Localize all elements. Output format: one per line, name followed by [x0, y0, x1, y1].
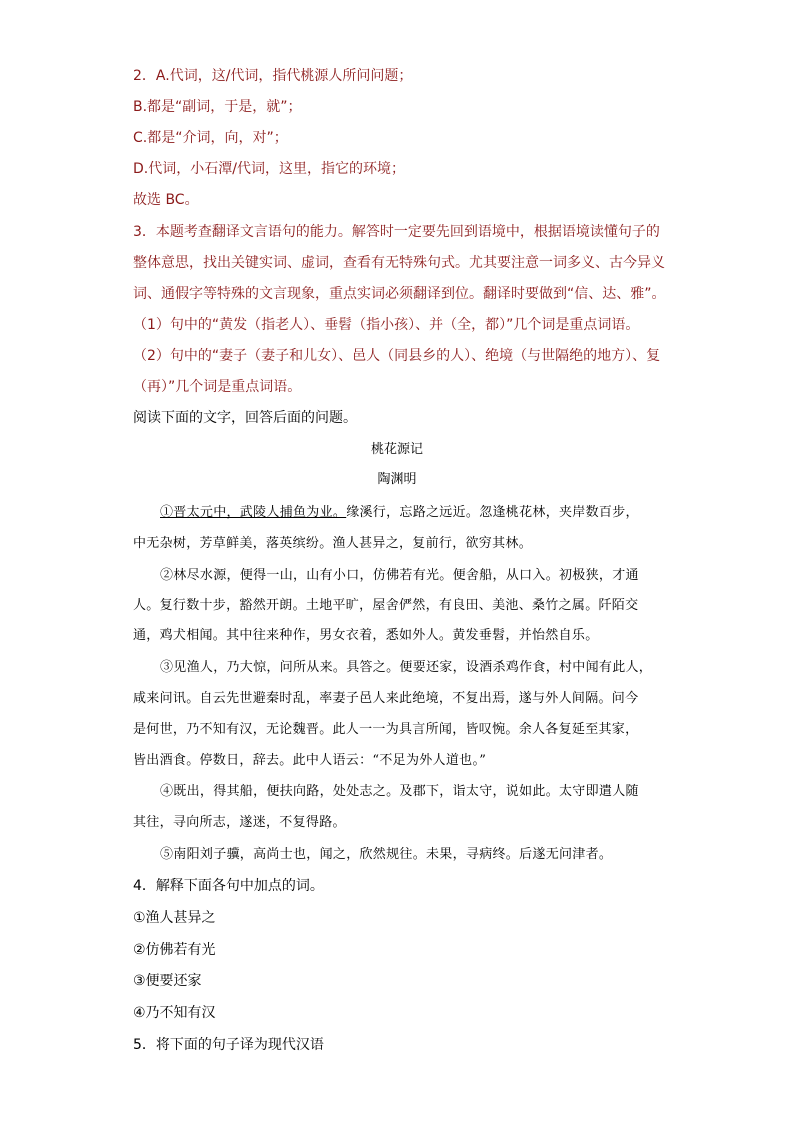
- paragraph-3-line2: 咸来问讯。自云先世避秦时乱，率妻子邑人来此绝境，不复出焉，遂与外人间隔。问今: [133, 691, 639, 706]
- answer-3-sub2-line1: （2）句中的“妻子（妻子和儿女）、邑人（同县乡的人）、绝境（与世隔绝的地方）、复: [133, 348, 661, 364]
- reading-intro: 阅读下面的文字，回答后面的问题。: [133, 410, 357, 426]
- underlined-sentence: ①晋太元中，武陵人捕鱼为业。: [160, 505, 347, 520]
- answer-3-line2: 整体意思，找出关键实词、虚词，查看有无特殊句式。尤其要注意一词多义、古今异义: [133, 255, 665, 271]
- passage-author: 陶渊明: [377, 472, 417, 487]
- answer-2c: C.都是“介词，向，对”；: [133, 130, 288, 146]
- question-4-item-4: ④乃不知有汉: [133, 1005, 216, 1021]
- answer-2a: 2．A.代词，这/代词，指代桃源人所问问题；: [133, 68, 413, 84]
- answer-3-line1: 3．本题考查翻译文言语句的能力。解答时一定要先回到语境中，根据语境读懂句子的: [133, 224, 660, 240]
- question-4-item-3: ③便要还家: [133, 973, 202, 989]
- answer-2-choice: 故选 BC。: [133, 192, 199, 208]
- paragraph-1-line2: 中无杂树，芳草鲜美，落英缤纷。渔人甚异之，复前行，欲穷其林。: [133, 536, 533, 551]
- answer-3-sub1: （1）句中的“黄发（指老人）、垂髫（指小孩）、并（全，都）”几个词是重点词语。: [133, 317, 640, 333]
- paragraph-3-line1: ③见渔人，乃大惊，问所从来。具答之。便要还家，设酒杀鸡作食，村中闻有此人，: [160, 660, 653, 675]
- paragraph-5-line1: ⑤南阳刘子骥，高尚士也，闻之，欣然规往。未果，寻病终。后遂无问津者。: [160, 847, 613, 862]
- answer-2d: D.代词，小石潭/代词，这里，指它的环境；: [133, 161, 405, 177]
- paragraph-1-line1: [160, 503, 639, 523]
- paragraph-3-line3: 是何世，乃不知有汉，无论魏晋。此人一一为具言所闻，皆叹惋。余人各复延至其家，: [133, 722, 639, 737]
- answer-3-line3: 词、通假字等特殊的文言现象，重点实词必须翻译到位。翻译时要做到“信、达、雅”。: [133, 286, 666, 302]
- paragraph-2-line2: 人。复行数十步，豁然开朗。土地平旷，屋舍俨然，有良田、美池、桑竹之属。阡陌交: [133, 598, 639, 613]
- question-4: 4．解释下面各句中加点的词。: [133, 878, 324, 894]
- paragraph-4-line2: 其往，寻向所志，遂迷，不复得路。: [133, 815, 346, 830]
- paragraph-3-line4: 皆出酒食。停数日，辞去。此中人语云：“不足为外人道也。”: [133, 753, 487, 768]
- paragraph-1-rest: 缘溪行，忘路之远近。忽逢桃花林，夹岸数百步，: [346, 505, 639, 520]
- paragraph-2-line3: 通，鸡犬相闻。其中往来种作，男女衣着，悉如外人。黄发垂髫，并怡然自乐。: [133, 628, 599, 643]
- question-5: 5．将下面的句子译为现代汉语: [133, 1037, 324, 1053]
- paragraph-2-line1: ②林尽水源，便得一山，山有小口，仿佛若有光。便舍船，从口入。初极狭，才通: [160, 568, 639, 583]
- question-4-item-1: ①渔人甚异之: [133, 910, 216, 926]
- passage-title: 桃花源记: [370, 442, 423, 457]
- answer-2b: B.都是“副词，于是，就”；: [133, 99, 302, 115]
- answer-3-sub2-line2: （再）”几个词是重点词语。: [133, 379, 302, 395]
- question-4-item-2: ②仿佛若有光: [133, 942, 216, 958]
- paragraph-4-line1: ④既出，得其船，便扶向路，处处志之。及郡下，诣太守，说如此。太守即遣人随: [160, 784, 639, 799]
